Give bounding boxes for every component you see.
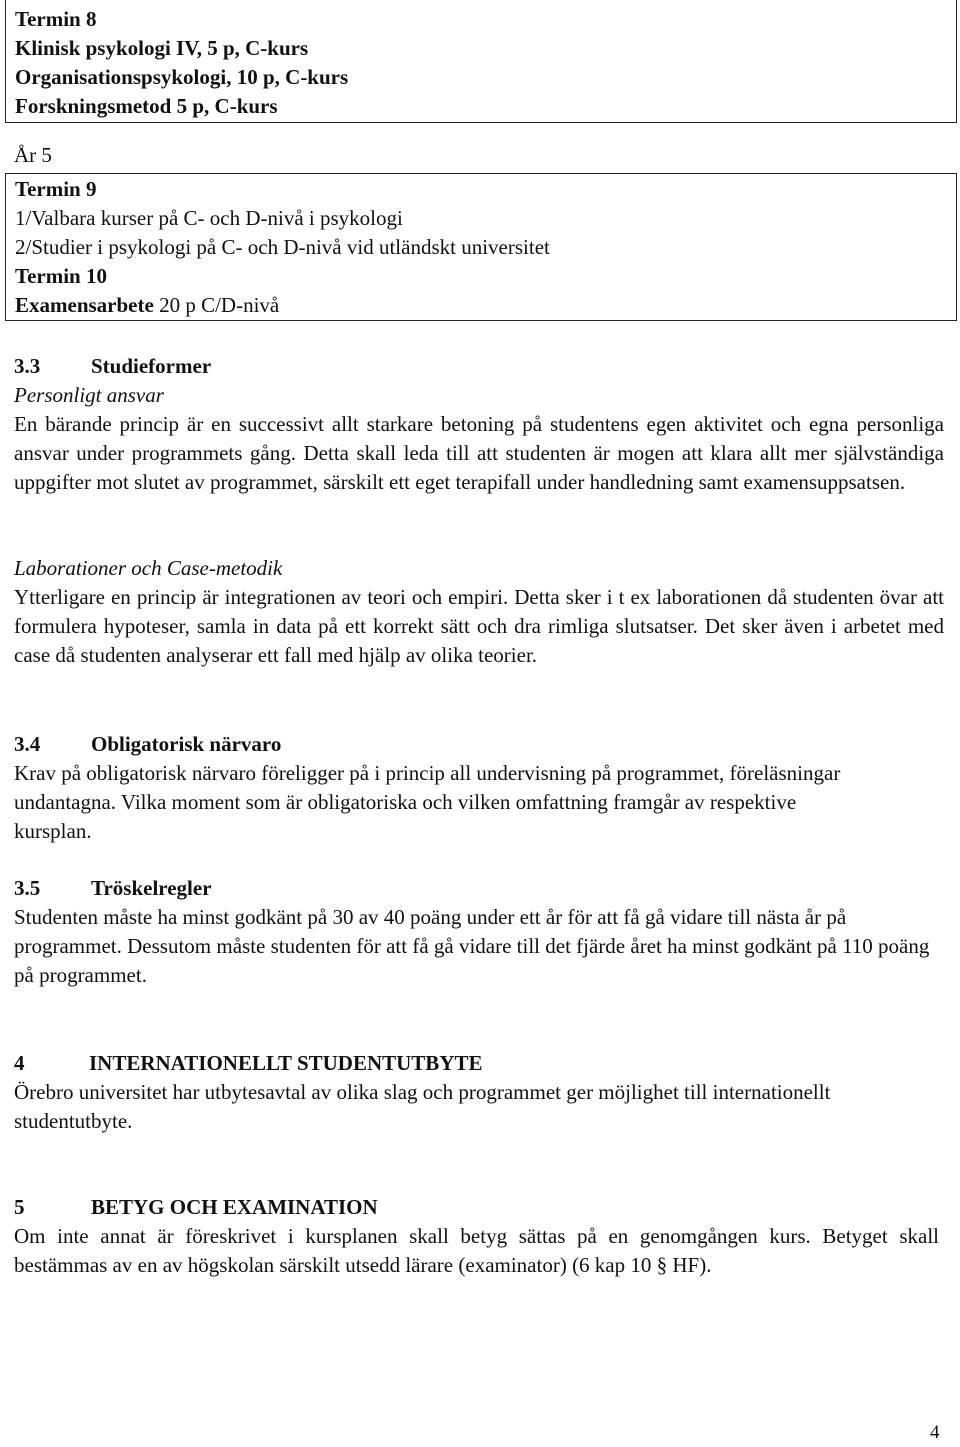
paragraph-personal-responsibility: En bärande princip är en successivt allt starkare betoning på studentens egen aktivitet och egna personliga ansvar under programmets gång. Detta skall leda till att studenten är mogen att klara allt mer självständiga uppgifter mot slutet av programmet, särskilt ett eget terapifall under handledning samt examensuppsatsen. <box>14 412 944 494</box>
termin8-heading: Termin 8 <box>15 7 97 31</box>
termin9-10-box <box>5 173 957 321</box>
option-line: 2/Studier i psykologi på C- och D-nivå vid utländskt universitet <box>15 235 550 259</box>
section-title: Obligatorisk närvaro <box>91 732 282 756</box>
subheading-labs-case: Laborationer och Case-metodik <box>14 556 283 580</box>
course-line: Organisationspsykologi, 10 p, C-kurs <box>15 65 349 89</box>
section-title: BETYG OCH EXAMINATION <box>91 1195 378 1219</box>
course-line: Klinisk psykologi IV, 5 p, C-kurs <box>15 36 309 60</box>
section-3-4-heading <box>14 730 281 759</box>
page-number: 4 <box>930 1422 940 1443</box>
paragraph-exchange: Örebro universitet har utbytesavtal av olika slag och programmet ger möjlighet till internationellt studentutbyte. <box>14 1080 831 1133</box>
paragraph-attendance: Krav på obligatorisk närvaro föreligger på i princip all undervisning på programmet, föreläsningar undantagna. Vilka moment som är obligatoriska och vilken omfattning framgår av respektive kursplan. <box>14 761 841 843</box>
section-number: 3.4 <box>14 732 41 756</box>
section-title: Studieformer <box>91 354 212 378</box>
section-title: Tröskelregler <box>91 876 212 900</box>
section-4-heading <box>14 1049 483 1078</box>
termin10-heading: Termin 10 <box>15 264 107 288</box>
year5-label: År 5 <box>14 143 52 167</box>
section-number: 5 <box>14 1195 25 1219</box>
exam-detail: 20 p C/D-nivå <box>153 293 280 317</box>
termin9-heading: Termin 9 <box>15 177 97 201</box>
section-3-3-heading <box>14 352 211 381</box>
section-number: 4 <box>14 1051 25 1075</box>
option-line: 1/Valbara kurser på C- och D-nivå i psykologi <box>15 206 403 230</box>
section-3-5-heading <box>14 874 212 903</box>
subheading-personal-responsibility: Personligt ansvar <box>14 383 164 407</box>
paragraph-labs-case: Ytterligare en princip är integrationen av teori och empiri. Detta sker i t ex laborationen då studenten övar att formulera hypoteser, samla in data på ett korrekt sätt och dra rimliga slutsatser. Det sker även i arbetet med case då studenten analyserar ett fall med hjälp av olika teorier. <box>14 585 944 667</box>
paragraph-grading: Om inte annat är föreskrivet i kursplanen skall betyg sättas på en genomgången kurs. Betyget skall bestämmas av en av högskolan särskilt utsedd lärare (examinator) (6 kap 10 § HF). <box>14 1224 939 1277</box>
section-5-heading <box>14 1193 378 1222</box>
section-number: 3.3 <box>14 354 41 378</box>
paragraph-thresholds: Studenten måste ha minst godkänt på 30 av 40 poäng under ett år för att få gå vidare till nästa år på programmet. Dessutom måste studenten för att få gå vidare till det fjärde året ha minst godkänt på 110 poäng på programmet. <box>14 905 930 987</box>
section-title: INTERNATIONELLT STUDENTUTBYTE <box>89 1051 483 1075</box>
exam-label: Examensarbete <box>15 293 154 317</box>
exam-line <box>15 291 956 320</box>
termin8-box <box>5 0 957 123</box>
section-number: 3.5 <box>14 876 41 900</box>
course-line: Forskningsmetod 5 p, C-kurs <box>15 94 278 118</box>
